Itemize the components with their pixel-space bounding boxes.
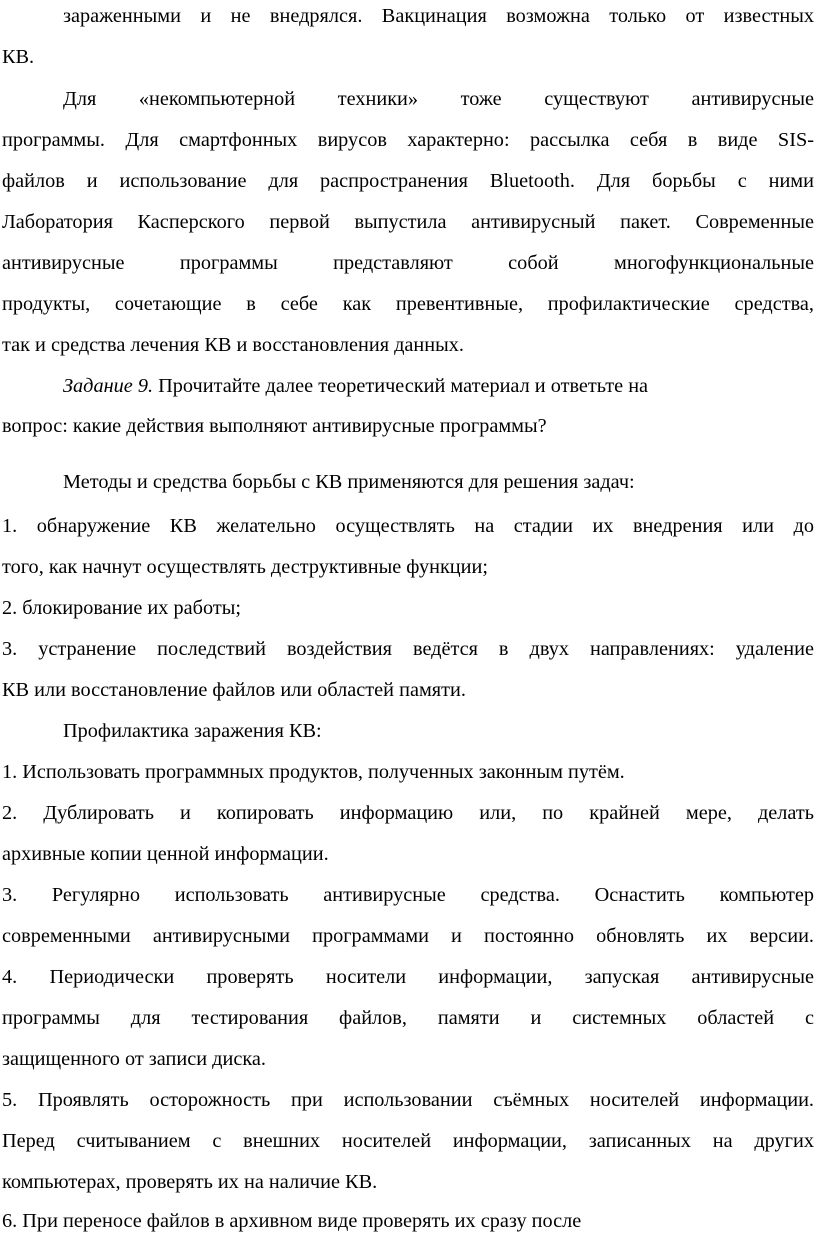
paragraph-line: продукты, сочетающие в себе как превентивные, профилактические средства,: [2, 293, 814, 315]
methods-line: 2. блокирование их работы;: [2, 597, 241, 619]
prevention-line: 2. Дублировать и копировать информацию или, по крайней мере, делать: [2, 802, 814, 824]
prevention-line: защищенного от записи диска.: [2, 1048, 266, 1070]
paragraph-line: так и средства лечения КВ и восстановления данных.: [2, 334, 464, 356]
prevention-line: 3. Регулярно использовать антивирусные средства. Оснастить компьютер: [2, 884, 814, 906]
methods-heading: Методы и средства борьбы с КВ применяются для решения задач:: [63, 471, 635, 493]
prevention-line: 4. Периодически проверять носители информации, запуская антивирусные: [2, 966, 814, 988]
prevention-line: Перед считыванием с внешних носителей информации, записанных на других: [2, 1130, 814, 1152]
paragraph-line: программы. Для смартфонных вирусов характерно: рассылка себя в виде SIS-: [2, 129, 814, 151]
prevention-line: 5. Проявлять осторожность при использовании съёмных носителей информации.: [2, 1089, 814, 1111]
prevention-line: 1. Использовать программных продуктов, полученных законным путём.: [2, 761, 625, 783]
methods-line: того, как начнут осуществлять деструктивные функции;: [2, 556, 488, 578]
prevention-line: программы для тестирования файлов, памяти и системных областей с: [2, 1007, 814, 1029]
methods-line: 3. устранение последствий воздействия ведётся в двух направлениях: удаление: [2, 638, 814, 660]
prevention-line: современными антивирусными программами и постоянно обновлять их версии.: [2, 925, 814, 947]
intro-line-2: КВ.: [2, 46, 35, 68]
paragraph-line: файлов и использование для распространения Bluetooth. Для борьбы с ними: [2, 170, 814, 192]
task-text: Прочитайте далее теоретический материал и ответьте на: [153, 375, 649, 397]
prevention-line: архивные копии ценной информации.: [2, 843, 329, 865]
prevention-line: компьютерах, проверять их на наличие КВ.: [2, 1171, 378, 1193]
paragraph-line: Лаборатория Касперского первой выпустила антивирусный пакет. Современные: [2, 211, 814, 233]
task-label: Задание 9.: [63, 375, 154, 397]
intro-line-1: зараженными и не внедрялся. Вакцинация возможна только от известных: [63, 5, 814, 27]
task-line-1: [63, 374, 814, 398]
prevention-line: 6. При переносе файлов в архивном виде проверять их сразу после: [2, 1210, 582, 1232]
paragraph-line: антивирусные программы представляют собой многофункциональные: [2, 252, 814, 274]
paragraph-line: Для «некомпьютерной техники» тоже существуют антивирусные: [63, 88, 814, 110]
prevention-heading: Профилактика заражения КВ:: [63, 720, 322, 742]
task-line-2: вопрос: какие действия выполняют антивирусные программы?: [2, 415, 547, 437]
methods-line: 1. обнаружение КВ желательно осуществлять на стадии их внедрения или до: [2, 515, 814, 537]
methods-line: КВ или восстановление файлов или областей памяти.: [2, 679, 466, 701]
